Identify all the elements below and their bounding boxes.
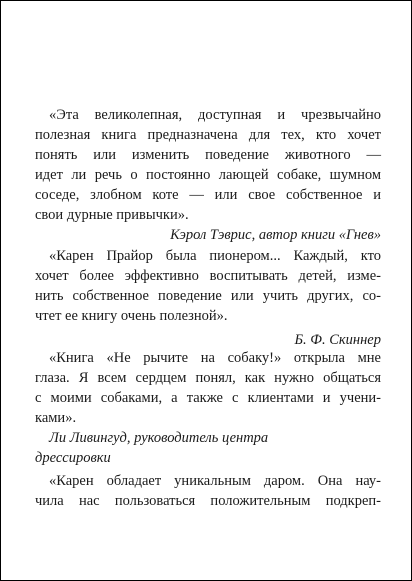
quote-line: ками». xyxy=(35,410,77,426)
quote-line: с моими собаками, а также с клиентами и учени- xyxy=(35,390,381,406)
quote-line: идет ли речь о постоянно лающей собаке, шумном xyxy=(35,167,381,183)
quote-attribution: Б. Ф. Скиннер xyxy=(294,332,381,348)
quote-line: чтет ее книгу очень полезной». xyxy=(35,308,228,324)
quote-line: «Карен Прайор была пионером... Каждый, кто xyxy=(49,248,381,264)
quote-line: соседе, злобном коте — или свое собственное и xyxy=(35,187,381,203)
quote-attribution: Ли Ливингуд, руководитель центра xyxy=(49,430,269,446)
quote-line: хочет более эффективно воспитывать детей, изме- xyxy=(35,268,381,284)
quote-attribution: дрессировки xyxy=(35,450,111,466)
quote-4 xyxy=(35,471,381,511)
quote-line: «Эта великолепная, доступная и чрезвычайно xyxy=(49,107,381,123)
quote-line: понять или изменить поведение животного — xyxy=(35,147,381,163)
quote-1 xyxy=(35,105,381,245)
quote-line: чила нас пользоваться положительным подкреп- xyxy=(35,493,381,509)
quote-line: полезная книга предназначена для тех, кто хочет xyxy=(35,127,381,143)
quote-3 xyxy=(35,348,381,468)
quote-line: нить собственное поведение или учить других, со- xyxy=(35,288,381,304)
quote-line: глаза. Я всем сердцем понял, как нужно общаться xyxy=(35,370,381,386)
quote-attribution: Кэрол Тэврис, автор книги «Гнев» xyxy=(170,227,381,243)
quote-line: свои дурные привычки». xyxy=(35,207,189,223)
quote-line: «Книга «Не рычите на собаку!» открыла мне xyxy=(49,350,381,366)
quote-2 xyxy=(35,246,381,350)
quote-line: «Карен обладает уникальным даром. Она нау- xyxy=(49,473,381,489)
